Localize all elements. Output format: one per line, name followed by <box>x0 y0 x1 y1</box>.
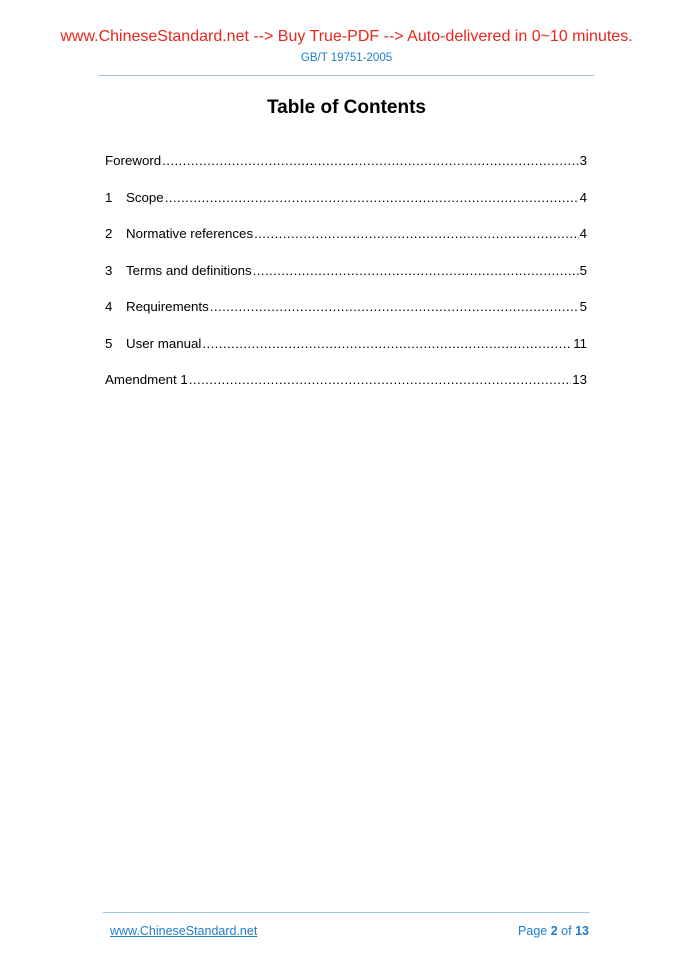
document-number: GB/T 19751-2005 <box>300 52 393 64</box>
toc-entry-requirements[interactable] <box>105 299 587 336</box>
toc-entry-page: 5 <box>579 262 587 278</box>
toc-entry-label: Requirements <box>126 299 209 314</box>
toc-entry-label: Foreword <box>105 153 162 168</box>
dot-leader <box>189 372 571 388</box>
table-of-contents <box>105 153 587 409</box>
current-page-number: 2 <box>550 924 558 938</box>
dot-leader <box>165 190 579 206</box>
page-word: Page <box>518 924 548 938</box>
page-title: Table of Contents <box>266 97 427 118</box>
toc-entry-number: 5 <box>105 335 113 351</box>
toc-entry-label: Amendment 1 <box>105 372 188 387</box>
toc-entry-page: 4 <box>579 189 587 205</box>
toc-entry-label: Terms and definitions <box>126 262 252 278</box>
toc-entry-number: 1 <box>105 189 113 205</box>
total-pages-number: 13 <box>575 924 589 938</box>
toc-entry-number: 2 <box>105 226 113 241</box>
toc-entry-page: 4 <box>579 226 587 241</box>
toc-entry-page: 11 <box>573 335 587 351</box>
toc-entry-label: Scope <box>126 189 164 205</box>
toc-entry-label: User manual <box>126 335 202 351</box>
dot-leader <box>254 226 578 242</box>
dot-leader <box>202 336 572 352</box>
toc-entry-number: 4 <box>105 299 113 314</box>
of-word: of <box>561 924 572 938</box>
toc-entry-page: 3 <box>579 153 587 168</box>
dot-leader <box>253 263 579 279</box>
footer-divider <box>103 912 590 913</box>
toc-entry-terms-and-definitions[interactable] <box>105 263 587 300</box>
toc-entry-page: 13 <box>572 372 587 387</box>
header-divider <box>98 75 594 76</box>
toc-entry-scope[interactable] <box>105 190 587 227</box>
dot-leader <box>162 153 578 169</box>
toc-entry-page: 5 <box>579 299 587 314</box>
toc-entry-amendment-1[interactable] <box>105 372 587 409</box>
promo-banner[interactable]: www.ChineseStandard.net --> Buy True-PDF --> Auto-delivered in 0~10 minutes. <box>60 28 633 45</box>
toc-entry-normative-references[interactable] <box>105 226 587 263</box>
toc-entry-number: 3 <box>105 262 113 278</box>
dot-leader <box>210 299 579 315</box>
toc-entry-label: Normative references <box>126 226 254 241</box>
footer-website-link[interactable]: www.ChineseStandard.net <box>110 924 258 938</box>
page-indicator <box>518 924 589 939</box>
toc-entry-user-manual[interactable] <box>105 336 587 373</box>
toc-entry-foreword[interactable] <box>105 153 587 190</box>
